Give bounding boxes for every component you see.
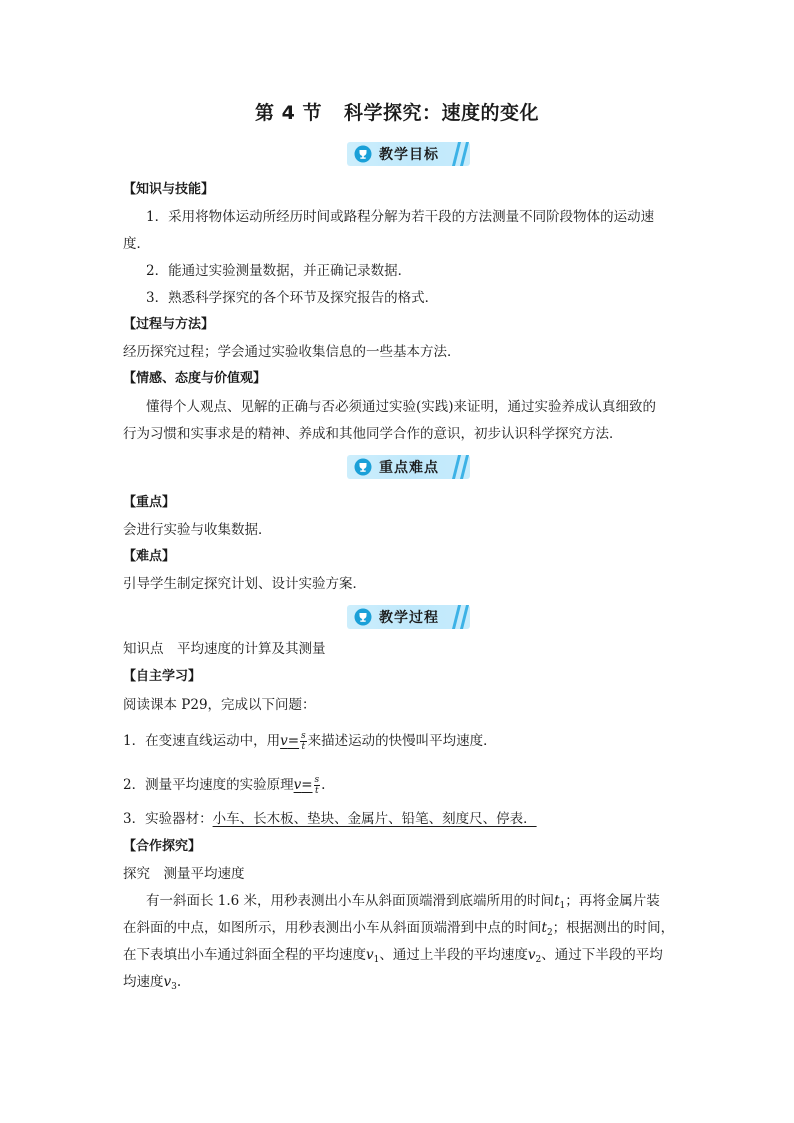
badge-label: 教学目标 [379,147,439,163]
p1c-text: 在下表填出小车通过斜面全程的平均速度 [123,947,366,963]
paragraph-difficulty: 引导学生制定探究计划、设计实验方案． [123,576,366,592]
paragraph-m1: 经历探究过程；学会通过实验收集信息的一些基本方法． [123,344,461,360]
formula-fraction [314,775,321,796]
p1b-text: 在斜面的中点，如图所示，用秒表测出小车从斜面顶端滑到中点的时间 [123,920,542,936]
sym-v1-sub: 1 [373,955,380,965]
p1d-text: 均速度 [123,974,164,990]
section-title: 科学探究：速度的变化 [343,102,539,124]
heading-knowledge: 【知识与技能】 [123,182,215,197]
sym-t2-sub: 2 [546,928,553,938]
badge-label: 教学过程 [379,610,439,626]
paragraph-k3: 3．熟悉科学探究的各个环节及探究报告的格式． [146,290,439,306]
sym-v2: v [527,947,536,963]
paragraph-read: 阅读课本 P29，完成以下问题： [123,697,316,713]
knowledge-point: 知识点 平均速度的计算及其测量 [123,641,326,657]
paragraph-k1b: 度． [123,236,150,252]
paragraph-e1a: 懂得个人观点、见解的正确与否必须通过实验(实践)来证明，通过实验养成认真细致的 [146,399,657,415]
badge-label: 重点难点 [379,460,439,476]
sym-v3: v [163,974,172,990]
paragraph-p1c [123,946,683,969]
heading-difficulty: 【难点】 [123,549,176,564]
q1-formula [280,731,308,752]
p1d-end: . [176,974,182,990]
question-1 [123,731,683,752]
p1a-text: 有一斜面长 1.6 米，用秒表测出小车从斜面顶端滑到底端所用的时间 [146,893,555,909]
sym-v2-sub: 2 [535,955,542,965]
badge-stripes [448,455,470,479]
q1-text: 1．在变速直线运动中，用 [123,733,281,749]
formula-eq: = [287,733,300,749]
p1c-mid: 、通过上半段的平均速度 [379,947,528,963]
frac-den: t [301,742,306,752]
paragraph-e1b: 行为习惯和实事求是的精神、养成和其他同学合作的意识，初步认识科学探究方法． [123,426,623,442]
frac-num: s [314,775,320,785]
frac-den: t [315,786,319,796]
formula-v: v [293,777,302,793]
p1a-end: ；再将金属片装 [565,893,660,909]
heading-method: 【过程与方法】 [123,317,215,332]
q2-end: . [321,777,326,793]
badge-stripes [448,605,470,629]
trophy-icon [354,458,372,476]
formula-eq: = [301,777,313,793]
explore-title: 探究 测量平均速度 [123,866,245,882]
frac-num: s [301,731,306,741]
page-title [0,98,794,125]
heading-cooperation: 【合作探究】 [123,839,202,854]
heading-emotion: 【情感、态度与价值观】 [123,371,267,386]
sym-t1: t [554,893,560,909]
badge-stripes [448,142,470,166]
paragraph-p1b [123,919,683,942]
sym-v1: v [366,947,374,963]
q2-formula [293,775,322,796]
q3-text: 3．实验器材： [123,811,213,827]
sym-t2: t [541,920,547,936]
trophy-icon [354,145,372,163]
section-number: 第 4 节 [255,102,322,124]
paragraph-p1a [146,892,706,915]
paragraph-key: 会进行实验与收集数据． [123,522,272,538]
question-2 [123,775,683,796]
sym-v3-sub: 3 [171,982,177,992]
question-3 [123,810,683,828]
heading-key: 【重点】 [123,495,176,510]
q1-text-end: 来描述运动的快慢叫平均速度． [307,733,497,749]
section-badge-objectives [347,142,470,166]
q3-answer: 小车、长木板、垫块、金属片、铅笔、刻度尺、停表． [212,811,537,827]
p1b-end: ；根据测出的时间， [552,920,675,936]
formula-fraction [300,731,307,752]
formula-v: v [280,733,288,749]
heading-self-study: 【自主学习】 [123,669,202,684]
paragraph-k1a: 1．采用将物体运动所经历时间或路程分解为若干段的方法测量不同阶段物体的运动速 [146,209,655,225]
paragraph-k2: 2．能通过实验测量数据，并正确记录数据． [146,263,412,279]
p1c-end: 、通过下半段的平均 [541,947,663,963]
sym-t1-sub: 1 [559,901,566,911]
trophy-icon [354,608,372,626]
section-badge-process [347,605,470,629]
paragraph-p1d [123,973,683,996]
q2-text: 2．测量平均速度的实验原理 [123,777,294,793]
section-badge-keypoints [347,455,470,479]
